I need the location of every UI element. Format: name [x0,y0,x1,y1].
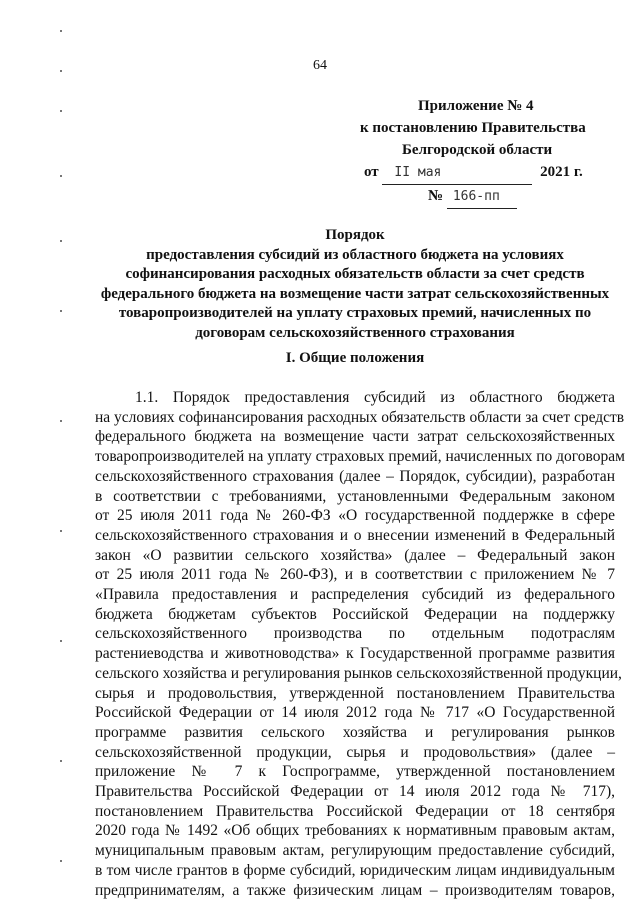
title-line: федерального бюджета на возмещение части затрат сельскохозяйственных [100,285,610,302]
handwritten-number: 166-пп [447,186,517,209]
title-line: товаропроизводителей на уплату страховых премий, начисленных по [118,305,592,321]
paragraph-line: растениеводства и животноводства» к Государственной программе развития [95,645,615,663]
paragraph-line: сельскохозяйственного страхования и о внесении изменений в Федеральный [95,526,615,544]
paragraph-line: 1.1. Порядок предоставления субсидий из областного бюджета [135,389,615,406]
paragraph-line: от 25 июля 2011 года № 260-ФЗ «О государственной поддержке в сфере [95,507,615,525]
page-number: 64 [313,58,327,73]
appendix-header [360,95,610,209]
title-line: предоставления субсидий из областного бюджета на условиях [146,246,564,263]
number-prefix: № [428,188,444,204]
paragraph-line: закон «О развитии сельского хозяйства» (далее – Федеральный закон [95,546,615,564]
document-title [95,226,615,343]
paragraph-line: товаропроизводителей на уплату страховых премий, начисленных по договорам [95,448,625,466]
paragraph-line: программе развития сельского хозяйства и регулирования рынков [95,723,615,741]
paragraph-line: бюджета бюджетам субъектов Российской Федерации на поддержку [95,605,615,623]
paragraph-line: Российской Федерации от 14 июля 2012 года № 717 «О Государственной [95,704,615,722]
date-suffix: 2021 г. [540,164,583,180]
paragraph-line: сельского хозяйства и регулирования рынков сельскохозяйственной продукции, [95,664,622,682]
handwritten-date: II мая [382,162,532,185]
paragraph-line: от 25 июля 2011 года № 260-ФЗ), и в соответствии с приложением № 7 [95,566,615,584]
title-line: софинансирования расходных обязательств области за счет средств [125,266,585,282]
paragraph-line: в соответствии с требованиями, установленными Федеральным законом [95,487,615,505]
paragraph-line: муниципальным правовым актам, регулирующим предоставление субсидий, [95,842,615,860]
appendix-region: Белгородской области [402,142,553,158]
paragraph-line: сырья и продовольствия, утвержденной постановлением Правительства [95,684,615,702]
paragraph-line: постановлением Правительства Российской Федерации от 18 сентября [95,802,615,820]
title-line: договорам сельскохозяйственного страхования [195,324,515,341]
appendix-date-line [360,161,610,185]
appendix-title: Приложение № 4 [418,98,534,114]
paragraph-line: сельскохозяйственной продукции, сырья и продовольствия» (далее – [95,743,615,761]
paragraph-line: 2020 года № 1492 «Об общих требованиях к нормативным правовым актам, [95,822,615,840]
date-prefix: от [364,164,379,180]
paragraph-line: сельскохозяйственного производства по отдельным подотраслям [95,625,615,643]
body-paragraph [95,388,625,900]
paragraph-line: на условиях софинансирования расходных обязательств области за счет средств [95,408,625,426]
paragraph-line: Правительства Российской Федерации от 14 июля 2012 года № 717), [95,783,615,801]
appendix-resolution: к постановлению Правительства [360,120,586,136]
title-heading: Порядок [325,227,385,243]
paragraph-line: предпринимателям, а также физическим лицам – производителям товаров, [95,881,615,899]
paragraph-line: сельскохозяйственного страхования (далее – Порядок, субсидии), разработан [95,467,615,485]
appendix-number-line [360,185,610,209]
section-heading: I. Общие положения [285,350,425,366]
paragraph-line: «Правила предоставления и распределения субсидий из федерального [95,586,615,604]
binding-marks [60,0,64,905]
paragraph-line: федерального бюджета на возмещение части затрат сельскохозяйственных [95,428,615,446]
paragraph-line: в том числе грантов в форме субсидий, юридическим лицам индивидуальным [95,861,615,879]
paragraph-line: приложение № 7 к Госпрограмме, утвержденной постановлением [95,763,615,781]
